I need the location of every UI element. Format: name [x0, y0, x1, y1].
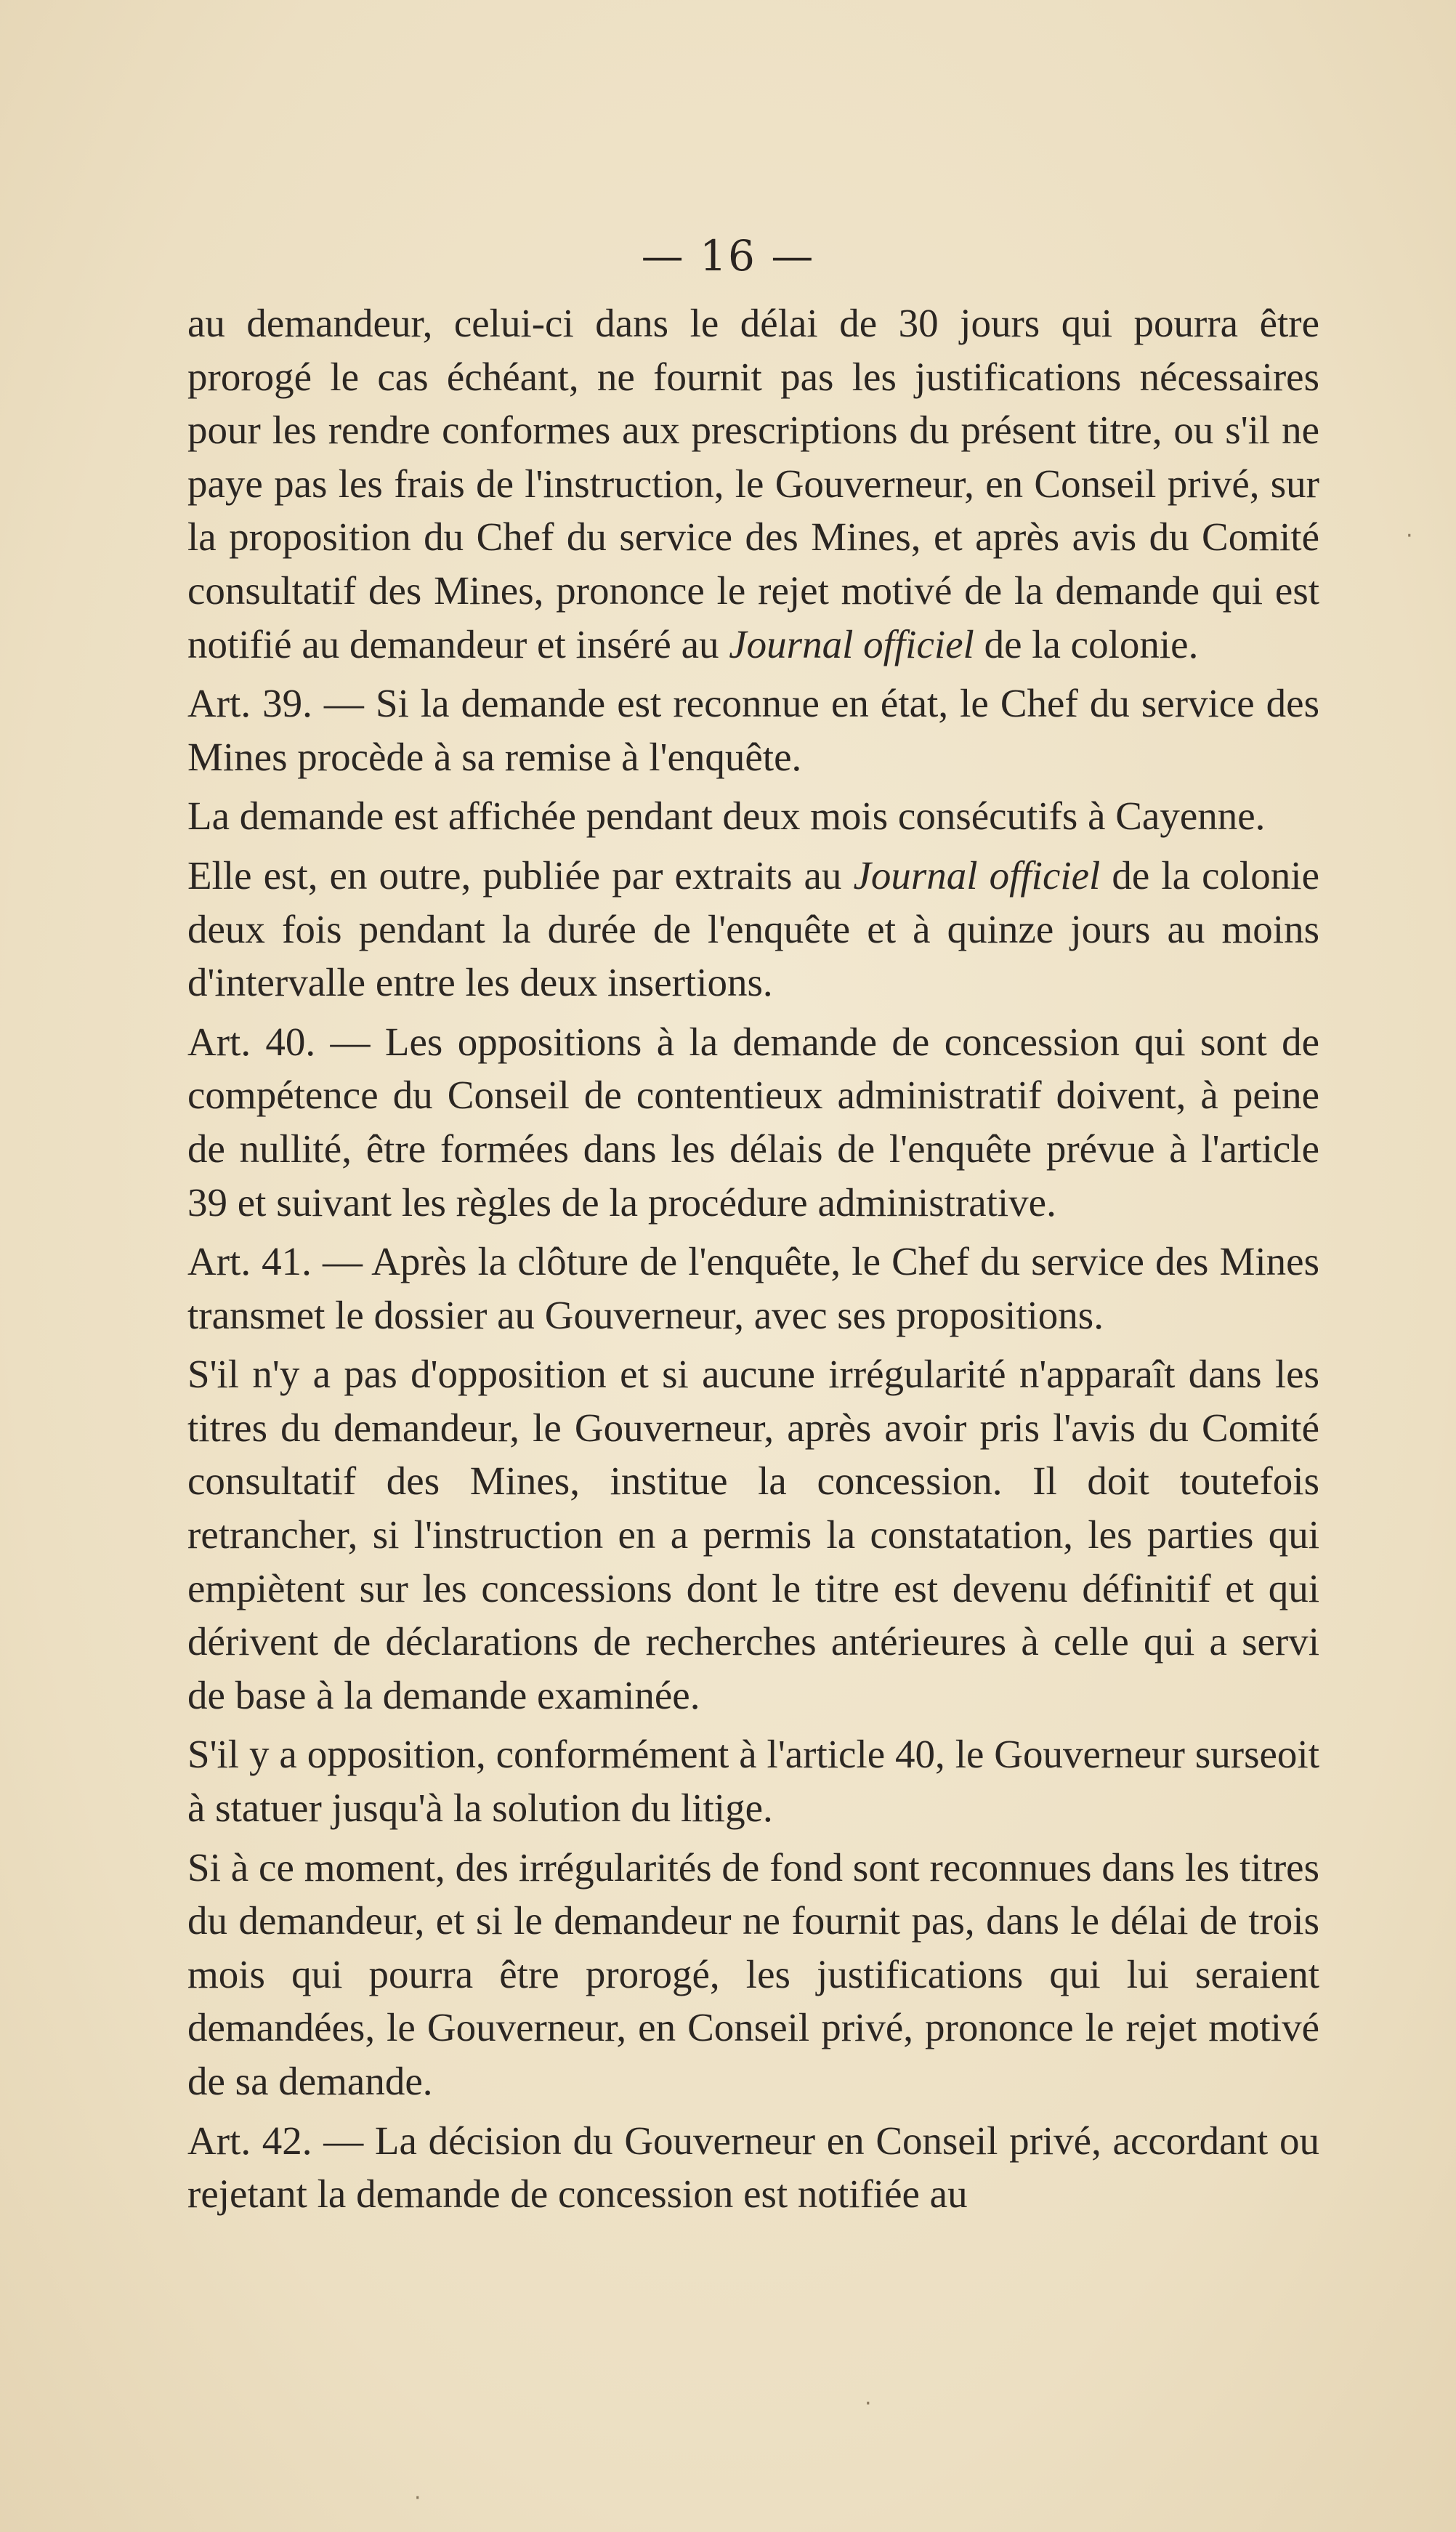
journal-officiel-title: Journal officiel — [729, 621, 974, 666]
paper-speck: · — [1406, 523, 1413, 549]
article-41: Art. 41. — Après la clôture de l'enquête, le Chef du service des Mines transmet le dossier au Gouverneur, avec ses propositions. — [187, 1239, 1319, 1337]
article-42: Art. 42. — La décision du Gouverneur en Conseil privé, accordant ou rejetant la demande de concession est notifiée au — [187, 2118, 1319, 2217]
paragraph-irregularites: Si à ce moment, des irrégularités de fond sont reconnues dans les titres du demandeur, et si le demandeur ne fournit pas, dans le délai de trois mois qui pourra être prorogé, les justifications qui lui seraient demandées, le Gouverneur, en Conseil privé, prononce le rejet motivé de sa demande. — [187, 1844, 1319, 2103]
article-40: Art. 40. — Les oppositions à la demande de concession qui sont de compétence du Conseil de contentieux administratif doivent, à peine de nullité, être formées dans les délais de l'enquête prévue à l'article 39 et suivant les règles de la procédure administrative. — [187, 1019, 1319, 1225]
page-number: — 16 — — [641, 231, 815, 281]
paragraph-continuation: au demandeur, celui-ci dans le délai de 30 jours qui pourra être prorogé le cas échéant, ne fournit pas les justifications nécessaires pour les rendre conformes aux prescriptions du présent titre, ou s'il ne paye pas les frais de l'instruction, le Gouverneur, en Conseil privé, sur la proposition du Chef du service des Mines, et après avis du Comité consultatif des Mines, prononce le rejet motivé de la demande qui est notifié au demandeur et inséré au Journal officiel de la colonie. — [187, 301, 1319, 666]
article-39: Art. 39. — Si la demande est reconnue en état, le Chef du service des Mines procède à sa remise à l'enquête. — [187, 681, 1319, 779]
journal-officiel-title: Journal officiel — [853, 852, 1101, 898]
paper-speck: · — [865, 2391, 872, 2416]
paragraph-no-opposition: S'il n'y a pas d'opposition et si aucune irrégularité n'apparaît dans les titres du demandeur, le Gouverneur, après avoir pris l'avis du Comité consultatif des Mines, institue la concession. Il doit toutefois retrancher, si l'instruction en a permis la constatation, les parties qui empiètent sur les concessions dont le titre est devenu définitif et qui dérivent de déclarations de recherches antérieures à celle qui a servi de base à la demande examinée. — [187, 1352, 1319, 1717]
paper-speck: · — [414, 2485, 421, 2511]
paragraph-opposition: S'il y a opposition, conformément à l'article 40, le Gouverneur surseoit à statuer jusqu'à la solution du litige. — [187, 1732, 1319, 1831]
paragraph-affichage: La demande est affichée pendant deux mois consécutifs à Cayenne. — [187, 794, 1266, 839]
body-text — [187, 297, 1319, 2227]
paragraph-publication: Elle est, en outre, publiée par extraits au Journal officiel de la colonie deux fois pendant la durée de l'enquête et à quinze jours au moins d'intervalle entre les deux insertions. — [187, 852, 1320, 1005]
